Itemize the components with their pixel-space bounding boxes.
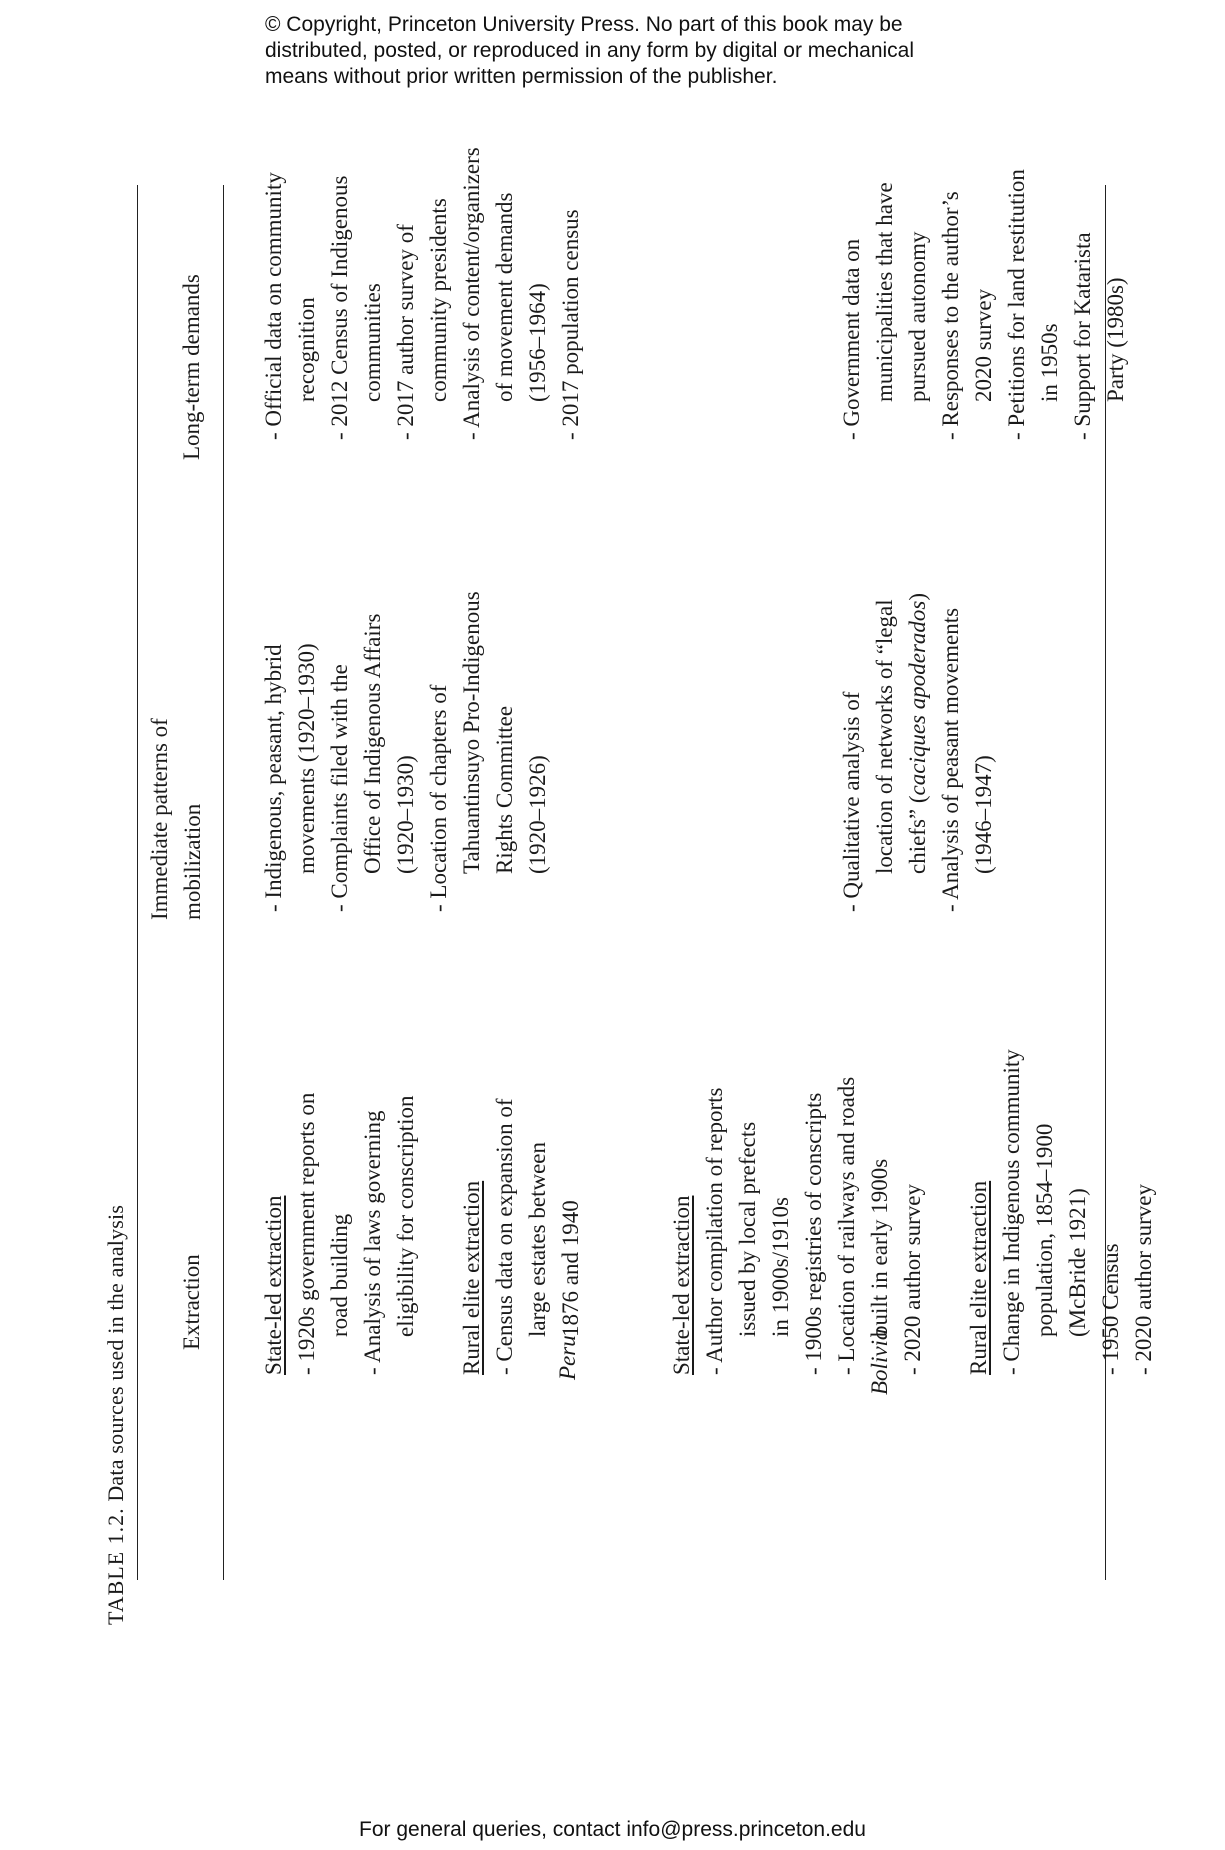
list-item: - Change in Indigenous community (999, 1049, 1024, 1375)
list-item-cont: recognition (294, 297, 319, 402)
copyright-line: means without prior written permission of the publisher. (265, 65, 778, 88)
list-item-cont: in 1900s/1910s (768, 1197, 793, 1337)
list-item-cont (901, 593, 934, 912)
table-top-rule (137, 185, 138, 1580)
table-caption-label: TABLE 1.2. (103, 1507, 128, 1625)
list-item-cont: 2020 survey (971, 288, 996, 402)
list-item: - Official data on community (261, 172, 286, 440)
list-item-cont: (1946–1947) (971, 755, 996, 874)
list-item-cont: road building (327, 1213, 352, 1337)
list-item-cont: Office of Indigenous Affairs (360, 613, 385, 874)
list-item-cont: Tahuantinsuyo Pro-Indigenous (459, 591, 484, 874)
group-heading: Rural elite extraction (966, 1180, 991, 1375)
list-item-cont: (1920–1930) (393, 755, 418, 874)
group-heading: State-led extraction (261, 1195, 286, 1375)
copyright-line: distributed, posted, or reproduced in any form by digital or mechanical (265, 39, 915, 62)
bolivia-immediate-cell (835, 593, 1000, 912)
list-item-cont: (McBride 1921) (1065, 1188, 1090, 1337)
country-peru: Peru (555, 1335, 580, 1380)
list-item-cont: communities (360, 283, 385, 402)
text-fragment: ) (905, 592, 930, 601)
list-item: - Indigenous, peasant, hybrid (261, 644, 286, 912)
list-item: - Petitions for land restitution (1004, 169, 1029, 440)
list-item-cont: 1876 and 1940 (558, 1200, 583, 1337)
list-item-cont: eligibility for conscription (393, 1095, 418, 1337)
copyright-notice (265, 12, 965, 90)
header-immediate-line: mobilization (180, 803, 205, 920)
list-item-cont: Rights Committee (492, 705, 517, 874)
bolivia-extraction-cell (665, 1049, 1160, 1375)
italic-term: caciques apoderados (905, 600, 930, 796)
text-fragment: chiefs” ( (905, 795, 930, 874)
list-item: - Government data on (839, 238, 864, 440)
list-item-cont: of movement demands (492, 192, 517, 402)
list-item-cont: Party (1980s) (1103, 277, 1128, 402)
list-item-cont: in 1950s (1037, 323, 1062, 402)
peru-immediate-cell (257, 591, 554, 912)
list-item-cont: pursued autonomy (905, 231, 930, 402)
copyright-line: © Copyright, Princeton University Press. No part of this book may be (265, 13, 903, 36)
list-item: - Census data on expansion of (492, 1098, 517, 1375)
table-caption (103, 1205, 129, 1625)
list-item-cont: (1920–1926) (525, 755, 550, 874)
group-heading: Rural elite extraction (459, 1180, 484, 1375)
list-item: - Author compilation of reports (702, 1087, 727, 1375)
list-item-cont: population, 1854–1900 (1032, 1123, 1057, 1337)
list-item: - Analysis of peasant movements (938, 607, 963, 912)
list-item: - Qualitative analysis of (839, 691, 864, 912)
list-item: - Support for Katarista (1070, 232, 1095, 440)
bolivia-long-term-cell (835, 169, 1132, 440)
list-item-cont: movements (1920–1930) (294, 643, 319, 874)
list-item-cont: (1956–1964) (525, 283, 550, 402)
list-item: - 1920s government reports on (294, 1092, 319, 1375)
peru-extraction-cell (257, 1093, 587, 1375)
list-item-cont: community presidents (426, 198, 451, 402)
list-item: - Analysis of laws governing (360, 1110, 385, 1375)
list-item: - 2017 population census (558, 209, 583, 440)
footer-contact: For general queries, contact info@press.princeton.edu (359, 1818, 866, 1841)
list-item: - 2017 author survey of (393, 224, 418, 440)
list-item: - Complaints filed with the (327, 664, 352, 912)
list-item: - 2012 Census of Indigenous (327, 175, 352, 440)
header-long-term: Long-term demands (179, 274, 204, 460)
header-extraction: Extraction (179, 1254, 204, 1350)
list-item-cont: municipalities that have (872, 182, 897, 402)
list-item: - Responses to the author’s (938, 191, 963, 440)
list-item: - Location of railways and roads (834, 1076, 859, 1375)
peru-long-term-cell (257, 147, 587, 440)
list-item: - Analysis of content/organizers (459, 147, 484, 440)
list-item: - 1950 Census (1098, 1243, 1123, 1375)
list-item-cont: built in early 1900s (867, 1158, 892, 1337)
table-header-rule (223, 185, 224, 1580)
group-heading: State-led extraction (669, 1195, 694, 1375)
rotated-table (95, 147, 1156, 1625)
header-immediate-line: Immediate patterns of (147, 718, 172, 920)
list-item-cont: issued by local prefects (735, 1121, 760, 1337)
list-item-cont: location of networks of “legal (872, 599, 897, 874)
list-item: - Location of chapters of (426, 684, 451, 912)
list-item: - 1900s registries of conscripts (801, 1092, 826, 1375)
country-bolivia: Bolivia (867, 1328, 892, 1395)
table-caption-text: Data sources used in the analysis (103, 1204, 128, 1502)
list-item-cont: large estates between (525, 1142, 550, 1337)
header-immediate (143, 718, 209, 920)
list-item: - 2020 author survey (1131, 1184, 1156, 1375)
list-item: - 2020 author survey (900, 1184, 925, 1375)
